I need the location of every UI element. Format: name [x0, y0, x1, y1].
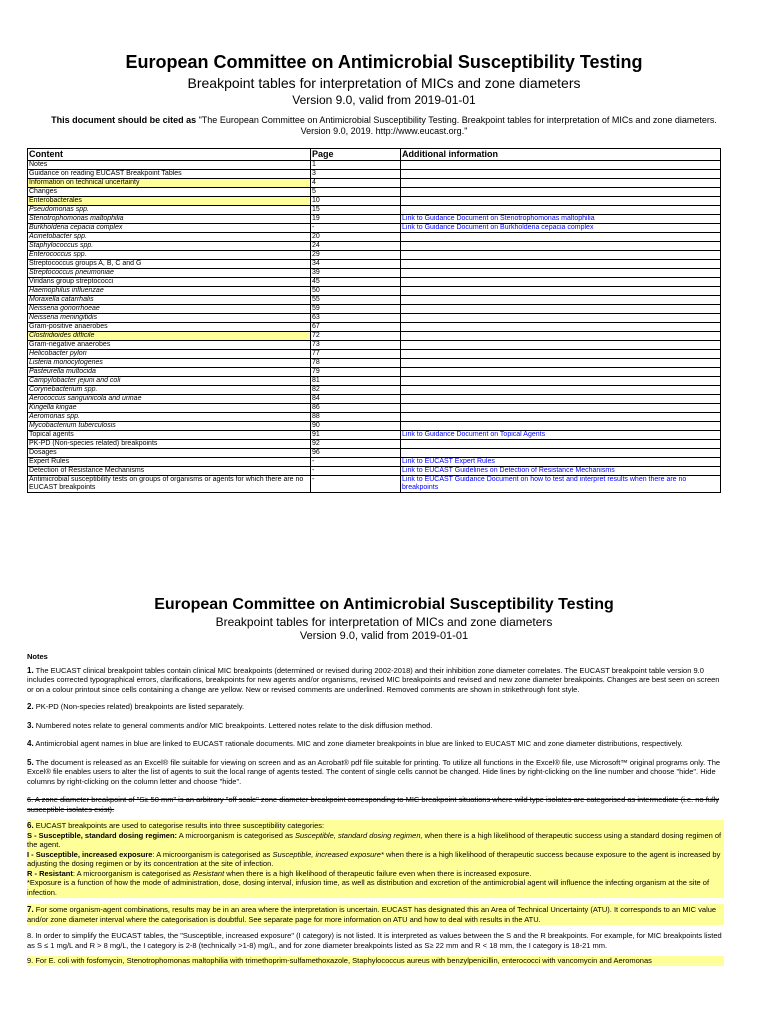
row-page: 3	[311, 170, 401, 179]
row-content: Haemophilus influenzae	[28, 287, 311, 296]
table-row	[28, 422, 721, 431]
row-content: PK-PD (Non-species related) breakpoints	[28, 440, 311, 449]
row-page: 79	[311, 368, 401, 377]
row-info	[401, 359, 721, 368]
row-page: 91	[311, 431, 401, 440]
row-content: Antimicrobial susceptibility tests on groups of organisms or agents for which there are no EUCAST breakpoints	[28, 476, 311, 493]
row-info	[401, 188, 721, 197]
note-6-categories: 6. EUCAST breakpoints are used to categorise results into three susceptibility categories: S - Susceptible, standard dosing regimen: A microorganism is categorised as Susceptible, standard dosing regimen, when there is a high likelihood of therapeutic success using a standard dosing regimen of the agent. I - Susceptible, increased exposure: A microorganism is categorised as Susceptible, increased exposure* when there is a high likelihood of therapeutic success because exposure to the agent is increased by adjusting the dosing regimen or by its concentration at the site of infection. R - Resistant: A microorganism is categorised as Resistant when there is a high likelihood of therapeutic failure even when there is increased exposure. *Exposure is a function of how the mode of administration, dose, dosing interval, infusion time, as well as distribution and excretion of the antimicrobial agent will influence the infecting organism at the site of infection.	[27, 820, 724, 898]
row-page: 72	[311, 332, 401, 341]
row-content: Corynebacterium spp.	[28, 386, 311, 395]
category-r: R - Resistant: A microorganism is categorised as Resistant when there is a high likelihood of therapeutic failure even when there is increased exposure.	[27, 868, 532, 878]
notes-title: European Committee on Antimicrobial Susceptibility Testing	[154, 596, 614, 613]
row-content: Enterobacterales	[28, 197, 311, 206]
table-row	[28, 377, 721, 386]
row-page: 90	[311, 422, 401, 431]
row-info	[401, 287, 721, 296]
note-6-removed: 6. A zone diameter breakpoint of "S≥ 50 mm" is an arbitrary "off scale" zone diameter breakpoint corresponding to MIC breakpoint situations where wild type isolates are categorised as intermediate (i.e. no fully susceptible isolates exist).	[27, 795, 720, 814]
table-row	[28, 404, 721, 413]
category-i: I - Susceptible, increased exposure: A microorganism is categorised as Susceptible, increased exposure* when there is a high likelihood of therapeutic success because exposure to the agent is increased by adjusting the dosing regimen or by its concentration at the site of infection.	[27, 849, 721, 868]
notes-section	[27, 652, 724, 966]
row-info	[401, 404, 721, 413]
row-info-link[interactable]: Link to EUCAST Guidance Document on how to test and interpret results when there are no breakpoints	[401, 476, 721, 493]
column-header-content: Content	[28, 149, 311, 161]
table-row	[28, 359, 721, 368]
table-row	[28, 179, 721, 188]
table-row	[28, 197, 721, 206]
row-page: 96	[311, 449, 401, 458]
row-info	[401, 377, 721, 386]
note-8: 8. In order to simplify the EUCAST tables, the "Susceptible, increased exposure" (I category) is not listed. It is interpreted as values between the S and the R breakpoints. For example, for MIC breakpoints listed as S ≤ 1 mg/L and R > 8 mg/L, the I category is 2-8 (technically >1-8) mg/L, and for zone diameter breakpoints listed as S≥ 22 mm and R < 18 mm, the I category is 18-21 mm.	[27, 931, 722, 950]
row-content: Guidance on reading EUCAST Breakpoint Tables	[28, 170, 311, 179]
row-page: 67	[311, 323, 401, 332]
row-info	[401, 350, 721, 359]
row-content: Enterococcus spp.	[28, 251, 311, 260]
table-row	[28, 476, 721, 493]
row-info	[401, 233, 721, 242]
row-content: Neisseria gonorrhoeae	[28, 305, 311, 314]
row-content: Changes	[28, 188, 311, 197]
row-content: Viridans group streptococci	[28, 278, 311, 287]
row-page: 10	[311, 197, 401, 206]
row-content: Acinetobacter spp.	[28, 233, 311, 242]
row-content: Mycobacterium tuberculosis	[28, 422, 311, 431]
row-page: 34	[311, 260, 401, 269]
row-page: 63	[311, 314, 401, 323]
row-info	[401, 179, 721, 188]
table-row	[28, 395, 721, 404]
table-row	[28, 449, 721, 458]
row-content: Kingella kingae	[28, 404, 311, 413]
row-page: 73	[311, 341, 401, 350]
row-page: 55	[311, 296, 401, 305]
citation-text: "The European Committee on Antimicrobial Susceptibility Testing. Breakpoint tables for interpretation of MICs and zone diameters.	[196, 115, 717, 125]
note-2: 2. PK-PD (Non-species related) breakpoints are listed separately.	[27, 702, 245, 711]
row-content: Clostridioides difficile	[28, 332, 311, 341]
table-row	[28, 287, 721, 296]
table-row	[28, 188, 721, 197]
header-top	[0, 52, 768, 137]
row-info	[401, 251, 721, 260]
table-row	[28, 251, 721, 260]
row-page: 78	[311, 359, 401, 368]
row-content: Topical agents	[28, 431, 311, 440]
row-info-link[interactable]: Link to Guidance Document on Burkholderia cepacia complex	[401, 224, 721, 233]
exposure-note: *Exposure is a function of how the mode of administration, dose, dosing interval, infusion time, as well as distribution and excretion of the antimicrobial agent will influence the infecting organism at the site of infection.	[27, 878, 710, 897]
row-info-link[interactable]: Link to Guidance Document on Topical Agents	[401, 431, 721, 440]
row-content: Expert Rules	[28, 458, 311, 467]
table-row	[28, 242, 721, 251]
row-content: Notes	[28, 161, 311, 170]
row-page: 24	[311, 242, 401, 251]
row-content: Information on technical uncertainty	[28, 179, 311, 188]
citation-label: This document should be cited as	[51, 115, 197, 125]
table-row	[28, 215, 721, 224]
row-content: Gram-negative anaerobes	[28, 341, 311, 350]
row-info	[401, 278, 721, 287]
notes-heading: Notes	[27, 652, 48, 661]
table-row	[28, 467, 721, 476]
table-row	[28, 440, 721, 449]
row-content: Pasteurella multocida	[28, 368, 311, 377]
row-page: 86	[311, 404, 401, 413]
row-info	[401, 206, 721, 215]
table-row	[28, 413, 721, 422]
notes-version: Version 9.0, valid from 2019-01-01	[299, 630, 469, 642]
table-row	[28, 269, 721, 278]
column-header-page: Page	[311, 149, 401, 161]
row-page: 15	[311, 206, 401, 215]
row-content: Pseudomonas spp.	[28, 206, 311, 215]
document-title: European Committee on Antimicrobial Susceptibility Testing	[125, 52, 643, 72]
row-info	[401, 341, 721, 350]
row-page: 77	[311, 350, 401, 359]
row-page: 4	[311, 179, 401, 188]
row-content: Neisseria meningitidis	[28, 314, 311, 323]
header-notes	[0, 596, 768, 642]
row-info	[401, 170, 721, 179]
row-page: 45	[311, 278, 401, 287]
row-content: Detection of Resistance Mechanisms	[28, 467, 311, 476]
contents-table	[27, 148, 721, 493]
row-info	[401, 449, 721, 458]
row-info	[401, 395, 721, 404]
table-row	[28, 386, 721, 395]
document-version: Version 9.0, valid from 2019-01-01	[292, 93, 476, 107]
row-info	[401, 440, 721, 449]
row-page: -	[311, 476, 401, 493]
table-row	[28, 341, 721, 350]
note-1: 1. The EUCAST clinical breakpoint tables contain clinical MIC breakpoints (determined or revised during 2002-2018) and their inhibition zone diameter correlates. The EUCAST breakpoint table version 9.0 includes corrected typographical errors, clarifications, breakpoints for new agents and/or organisms, revised MIC breakpoints and revised and new zone diameter breakpoints. Changes are best seen on screen or on a colour printout since cells containing a change are yellow. New or revised comments are underlined. Removed comments are shown in strikethrough font style.	[27, 665, 720, 694]
row-info	[401, 413, 721, 422]
table-row	[28, 278, 721, 287]
row-info	[401, 314, 721, 323]
row-page: 84	[311, 395, 401, 404]
row-info-link[interactable]: Link to EUCAST Expert Rules	[401, 458, 721, 467]
row-info	[401, 323, 721, 332]
row-content: Staphylococcus spp.	[28, 242, 311, 251]
row-content: Helicobacter pylori	[28, 350, 311, 359]
row-page: 88	[311, 413, 401, 422]
row-page: 81	[311, 377, 401, 386]
category-s: S - Susceptible, standard dosing regimen: A microorganism is categorised as Susceptible, standard dosing regimen, when there is a high likelihood of therapeutic success using a standard dosing regimen of the agent.	[27, 830, 722, 849]
table-row	[28, 170, 721, 179]
table-row	[28, 314, 721, 323]
note-5: 5. The document is released as an Excel® file suitable for viewing on screen and as an Acrobat® pdf file suitable for printing. To utilize all functions in the Excel® file, use Microsoft™ original programs only. The Excel® file enables users to alter the list of agents to suit the local range of agents tested. The content of single cells cannot be changed. Hide lines by right-clicking on the line number and choose "hide". Hide columns by right-clicking on the column letter and choose "hide".	[27, 757, 721, 786]
row-page: 29	[311, 251, 401, 260]
row-page: 92	[311, 440, 401, 449]
table-row	[28, 368, 721, 377]
table-row	[28, 161, 721, 170]
row-content: Gram-positive anaerobes	[28, 323, 311, 332]
row-info	[401, 422, 721, 431]
column-header-info: Additional information	[401, 149, 721, 161]
row-content: Stenotrophomonas maltophilia	[28, 215, 311, 224]
row-info	[401, 260, 721, 269]
row-content: Campylobacter jejuni and coli	[28, 377, 311, 386]
row-content: Streptococcus pneumoniae	[28, 269, 311, 278]
table-row	[28, 458, 721, 467]
row-info	[401, 368, 721, 377]
row-info	[401, 386, 721, 395]
note-3: 3. Numbered notes relate to general comments and/or MIC breakpoints. Lettered notes relate to the disk diffusion method.	[27, 720, 433, 730]
row-info	[401, 197, 721, 206]
note-7: 7. For some organism-agent combinations, results may be in an area where the interpretation is uncertain. EUCAST has designated this an Area of Technical Uncertainty (ATU). It corresponds to an MIC value and/or zone diameter interval where the categorisation is doubtful. See separate page for more information on ATU and how to deal with results in the ATU.	[27, 904, 724, 925]
table-row	[28, 332, 721, 341]
row-page: 59	[311, 305, 401, 314]
row-page: 50	[311, 287, 401, 296]
citation	[0, 115, 768, 137]
row-content: Aeromonas spp.	[28, 413, 311, 422]
row-content: Moraxella catarrhalis	[28, 296, 311, 305]
row-page: -	[311, 224, 401, 233]
row-info	[401, 305, 721, 314]
table-row	[28, 224, 721, 233]
row-page: 39	[311, 269, 401, 278]
row-content: Aerococcus sanguinicola and urinae	[28, 395, 311, 404]
row-content: Dosages	[28, 449, 311, 458]
table-row	[28, 431, 721, 440]
table-row	[28, 296, 721, 305]
table-row	[28, 233, 721, 242]
row-page: 82	[311, 386, 401, 395]
row-page: 20	[311, 233, 401, 242]
row-page: 1	[311, 161, 401, 170]
row-content: Burkholderia cepacia complex	[28, 224, 311, 233]
row-info-link[interactable]: Link to EUCAST Guidelines on Detection of Resistance Mechanisms	[401, 467, 721, 476]
row-page: 5	[311, 188, 401, 197]
row-info	[401, 332, 721, 341]
table-row	[28, 260, 721, 269]
table-row	[28, 206, 721, 215]
row-info	[401, 296, 721, 305]
row-info	[401, 242, 721, 251]
note-4: 4. Antimicrobial agent names in blue are linked to EUCAST rationale documents. MIC and zone diameter breakpoints in blue are linked to EUCAST MIC and zone diameter distributions, respectively.	[27, 739, 683, 748]
row-info-link[interactable]: Link to Guidance Document on Stenotrophomonas maltophilia	[401, 215, 721, 224]
notes-subtitle: Breakpoint tables for interpretation of MICs and zone diameters	[215, 615, 553, 629]
row-content: Listeria monocytogenes	[28, 359, 311, 368]
row-info	[401, 161, 721, 170]
row-page: -	[311, 458, 401, 467]
citation-text-2: Version 9.0, 2019. http://www.eucast.org."	[300, 126, 468, 136]
table-row	[28, 305, 721, 314]
table-row	[28, 350, 721, 359]
row-page: -	[311, 467, 401, 476]
row-page: 19	[311, 215, 401, 224]
row-info	[401, 269, 721, 278]
document-subtitle: Breakpoint tables for interpretation of MICs and zone diameters	[187, 75, 581, 91]
row-content: Streptococcus groups A, B, C and G	[28, 260, 311, 269]
note-9: 9. For E. coli with fosfomycin, Stenotrophomonas maltophilia with trimethoprim-sulfamethoxazole, Staphylococcus aureus with benzylpenicillin, enterococci with vancomycin and Aeromonas	[27, 956, 724, 966]
table-row	[28, 323, 721, 332]
